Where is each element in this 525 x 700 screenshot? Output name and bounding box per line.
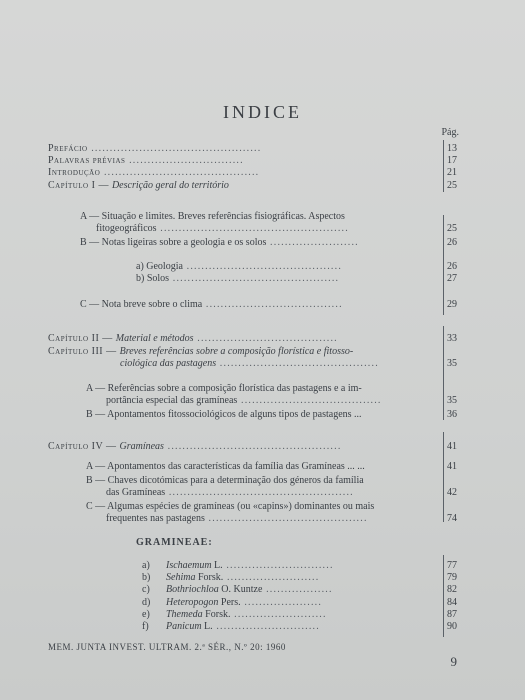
toc-entry [136, 273, 339, 285]
publication-footer: MEM. JUNTA INVEST. ULTRAM. 2.ª SÉR., N.º 20: 1960 [48, 642, 286, 652]
toc-entry-title: ciológica das pastagens [120, 358, 217, 369]
toc-entry [106, 487, 354, 499]
toc-page-number: 25 [447, 223, 457, 234]
toc-entry [48, 333, 338, 345]
genus-authority: Forsk. [202, 608, 231, 620]
genus-entry [142, 584, 333, 596]
toc-entry [80, 299, 343, 311]
toc-page-number: 25 [447, 180, 457, 191]
dot-leader: ............................................... [163, 441, 342, 452]
dot-leader: .................................................. [165, 487, 354, 498]
toc-page-number: 17 [447, 155, 457, 166]
toc-page-number: 21 [447, 167, 457, 178]
genus-entry [142, 572, 319, 584]
toc-entry-label: Capítulo III — [48, 346, 120, 357]
toc-page-number: 26 [447, 237, 457, 248]
dot-leader: ........................................... [216, 358, 379, 369]
dot-leader: ...................................... [237, 395, 382, 406]
genus-letter: e) [142, 608, 150, 620]
genus-letter: f) [142, 621, 149, 632]
toc-entry-title: Material e métodos [115, 333, 194, 344]
toc-entry [48, 346, 353, 358]
genus-name: Panicum [166, 621, 202, 632]
genus-authority: L. [201, 621, 213, 632]
gramineae-heading: GRAMINEAE: [136, 537, 213, 548]
toc-entry [136, 261, 342, 273]
genus-entry [142, 621, 320, 633]
toc-entry [106, 513, 368, 525]
genus-authority: Forsk. [195, 572, 224, 584]
genus-entry [142, 609, 327, 621]
toc-page-number: 27 [447, 273, 457, 284]
toc-entry-title: Gramíneas [119, 441, 164, 452]
toc-entry-title: Descrição geral do território [111, 180, 229, 191]
toc-page-number: 36 [447, 409, 457, 420]
toc-entry [48, 167, 259, 179]
toc-entry [96, 223, 349, 235]
toc-page-number: 42 [447, 487, 457, 498]
toc-page-number: 33 [447, 333, 457, 344]
toc-entry-label: fitogeográficos [96, 223, 157, 234]
toc-page-number: 35 [447, 358, 457, 369]
genus-page-number: 90 [447, 621, 457, 632]
dot-leader: ............................ [212, 621, 320, 632]
genus-letter: c) [142, 584, 150, 596]
genus-entry [142, 597, 322, 609]
index-title: INDICE [223, 102, 302, 122]
dot-leader: ................................................... [156, 223, 349, 234]
toc-entry [80, 237, 359, 249]
toc-entry-label: B — Notas ligeiras sobre a geologia e os solos [80, 237, 267, 248]
genus-page-number: 87 [447, 608, 457, 620]
toc-entry-label: B — Apontamentos fitossociológicos de alguns tipos de pastagens ... [86, 409, 362, 420]
toc-entry-label: Capítulo IV — [48, 441, 120, 452]
toc-entry [86, 409, 362, 421]
genus-name: Heteropogon [166, 596, 219, 608]
genus-letter: b) [142, 572, 151, 584]
toc-entry-label: frequentes nas pastagens [106, 513, 205, 524]
toc-entry [106, 395, 382, 407]
dot-leader: .................. [262, 584, 333, 596]
toc-page-number: 41 [447, 461, 457, 472]
dot-leader: ......................... [230, 608, 327, 620]
toc-page-number: 41 [447, 441, 457, 452]
genus-name: Sehima [166, 572, 196, 584]
toc-entry-label: C — Nota breve sobre o clima [80, 299, 203, 310]
toc-entry-label: Palavras prévias [48, 155, 126, 166]
toc-entry [48, 180, 229, 192]
dot-leader: .......................................... [182, 261, 343, 272]
genus-name: Bothriochloa [166, 584, 219, 596]
toc-entry-title: Breves referências sobre a composição florística e fitosso- [119, 346, 354, 357]
dot-leader: ........................................... [204, 513, 368, 524]
toc-entry-label: A — Apontamentos das características da família das Gramíneas ... ... [86, 461, 365, 472]
dot-leader: ............................. [222, 560, 334, 571]
toc-entry-label: a) Geologia [136, 261, 183, 272]
toc-entry-label: b) Solos [136, 273, 170, 284]
toc-entry-label: A — Referências sobre a composição florística das pastagens e a im- [86, 383, 362, 394]
genus-page-number: 82 [447, 584, 457, 596]
toc-entry-label: Capítulo I — [48, 180, 112, 191]
dot-leader: ..................................... [202, 299, 343, 310]
dot-leader: ........................ [266, 237, 359, 248]
genus-page-number: 77 [447, 560, 457, 571]
toc-page-number: 13 [447, 143, 457, 154]
genus-authority: L. [211, 560, 223, 571]
toc-page-number: 74 [447, 513, 457, 524]
genus-entry [142, 560, 334, 572]
toc-entry-label: A — Situação e limites. Breves referências fisiográficas. Aspectos [80, 211, 345, 222]
dot-leader: ...................................... [193, 333, 338, 344]
toc-entry-label: Prefácio [48, 143, 88, 154]
toc-entry [48, 155, 244, 167]
genus-letter: a) [142, 560, 150, 571]
toc-entry-label: portância especial das gramíneas [106, 395, 238, 406]
toc-entry [86, 461, 365, 473]
toc-entry-label: das Gramíneas [106, 487, 166, 498]
dot-leader: ............................................. [169, 273, 340, 284]
toc-page-number: 29 [447, 299, 457, 310]
toc-entry [86, 501, 374, 513]
toc-entry [48, 441, 342, 453]
toc-entry [120, 358, 379, 370]
dot-leader: .............................................. [87, 143, 262, 154]
genus-letter: d) [142, 596, 151, 608]
genus-name: Ischaemum [166, 560, 212, 571]
genus-authority: O. Kuntze [218, 584, 263, 596]
toc-page-number: 35 [447, 395, 457, 406]
genus-page-number: 84 [447, 596, 457, 608]
toc-entry [48, 143, 261, 155]
genus-authority: Pers. [218, 596, 241, 608]
toc-page-number: 26 [447, 261, 457, 272]
toc-entry [86, 383, 362, 395]
genus-page-number: 79 [447, 572, 457, 584]
dot-leader: ......................... [223, 572, 320, 584]
dot-leader: ..................... [240, 596, 323, 608]
toc-entry [80, 211, 345, 223]
toc-entry-label: Introdução [48, 167, 101, 178]
dot-leader: ............................... [125, 155, 244, 166]
dot-leader: .......................................... [100, 167, 260, 178]
genus-name: Themeda [166, 608, 203, 620]
toc-entry [86, 475, 364, 487]
toc-entry-label: C — Algumas espécies de gramíneas (ou «capins») dominantes ou mais [86, 501, 375, 512]
page-number: 9 [450, 654, 457, 669]
page-column-label: Pág. [441, 127, 459, 138]
toc-entry-label: B — Chaves dicotómicas para a determinação dos géneros da família [86, 475, 364, 486]
toc-entry-label: Capítulo II — [48, 333, 116, 344]
